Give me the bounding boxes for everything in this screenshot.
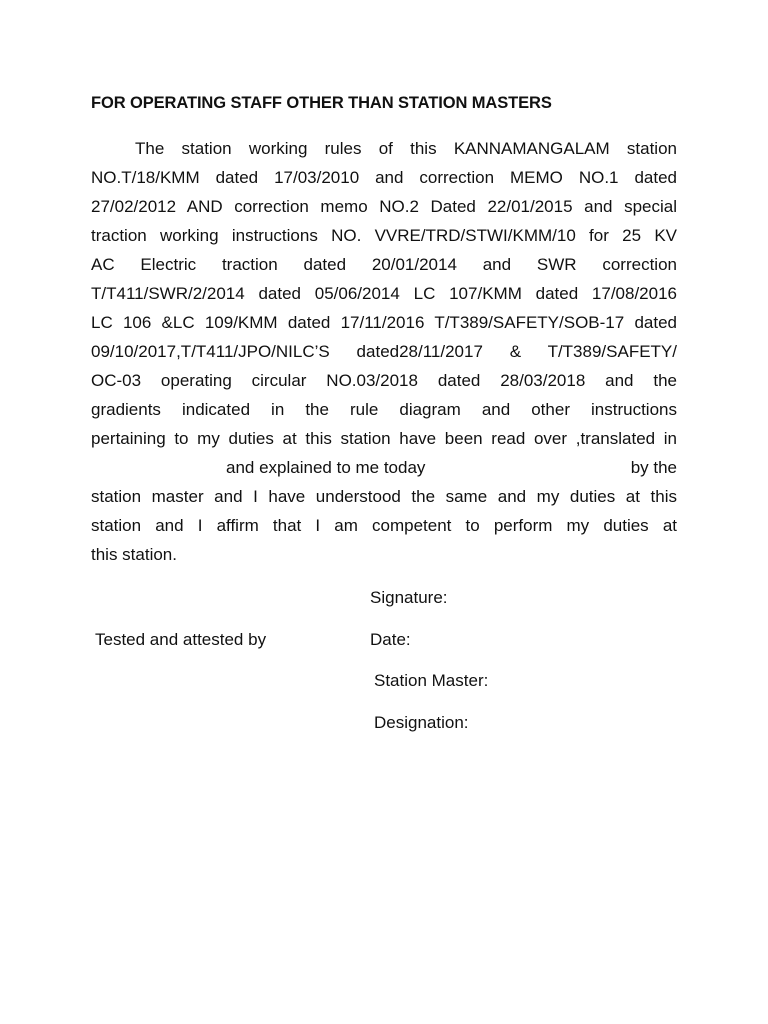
- paragraph-line: station master and I have understood the same and my duties at this: [91, 487, 677, 506]
- paragraph-line: station and I affirm that I am competent to perform my duties at: [91, 516, 677, 535]
- tested-and-attested-label: Tested and attested by: [95, 630, 267, 649]
- explained-to-me-today-text: and explained to me today: [226, 458, 426, 477]
- date-label: Date:: [370, 630, 411, 649]
- paragraph-line: 27/02/2012 AND correction memo NO.2 Dated 22/01/2015 and special: [91, 197, 677, 216]
- paragraph-line-with-blanks: [91, 453, 677, 482]
- paragraph-line: LC 106 &LC 109/KMM dated 17/11/2016 T/T389/SAFETY/SOB-17 dated: [91, 313, 677, 332]
- paragraph-line: OC-03 operating circular NO.03/2018 dated 28/03/2018 and the: [91, 371, 677, 390]
- paragraph-line: pertaining to my duties at this station have been read over ,translated in: [91, 429, 677, 448]
- paragraph-line: this station.: [91, 545, 177, 564]
- paragraph-line: gradients indicated in the rule diagram and other instructions: [91, 400, 677, 419]
- station-master-label: Station Master:: [374, 671, 489, 690]
- paragraph-line: The station working rules of this KANNAMANGALAM station: [135, 139, 677, 158]
- by-the-text: by the: [630, 458, 677, 477]
- paragraph-line: T/T411/SWR/2/2014 dated 05/06/2014 LC 107/KMM dated 17/08/2016: [91, 284, 677, 303]
- designation-label: Designation:: [374, 713, 469, 732]
- declaration-paragraph: [91, 134, 677, 569]
- signature-label: Signature:: [370, 588, 448, 607]
- document-heading: FOR OPERATING STAFF OTHER THAN STATION MASTERS: [91, 94, 552, 112]
- paragraph-line: traction working instructions NO. VVRE/TRD/STWI/KMM/10 for 25 KV: [91, 226, 677, 245]
- paragraph-line: 09/10/2017,T/T411/JPO/NILC’S dated28/11/2017 & T/T389/SAFETY/: [91, 342, 677, 361]
- paragraph-line: AC Electric traction dated 20/01/2014 and SWR correction: [91, 255, 677, 274]
- paragraph-line: NO.T/18/KMM dated 17/03/2010 and correction MEMO NO.1 dated: [91, 168, 677, 187]
